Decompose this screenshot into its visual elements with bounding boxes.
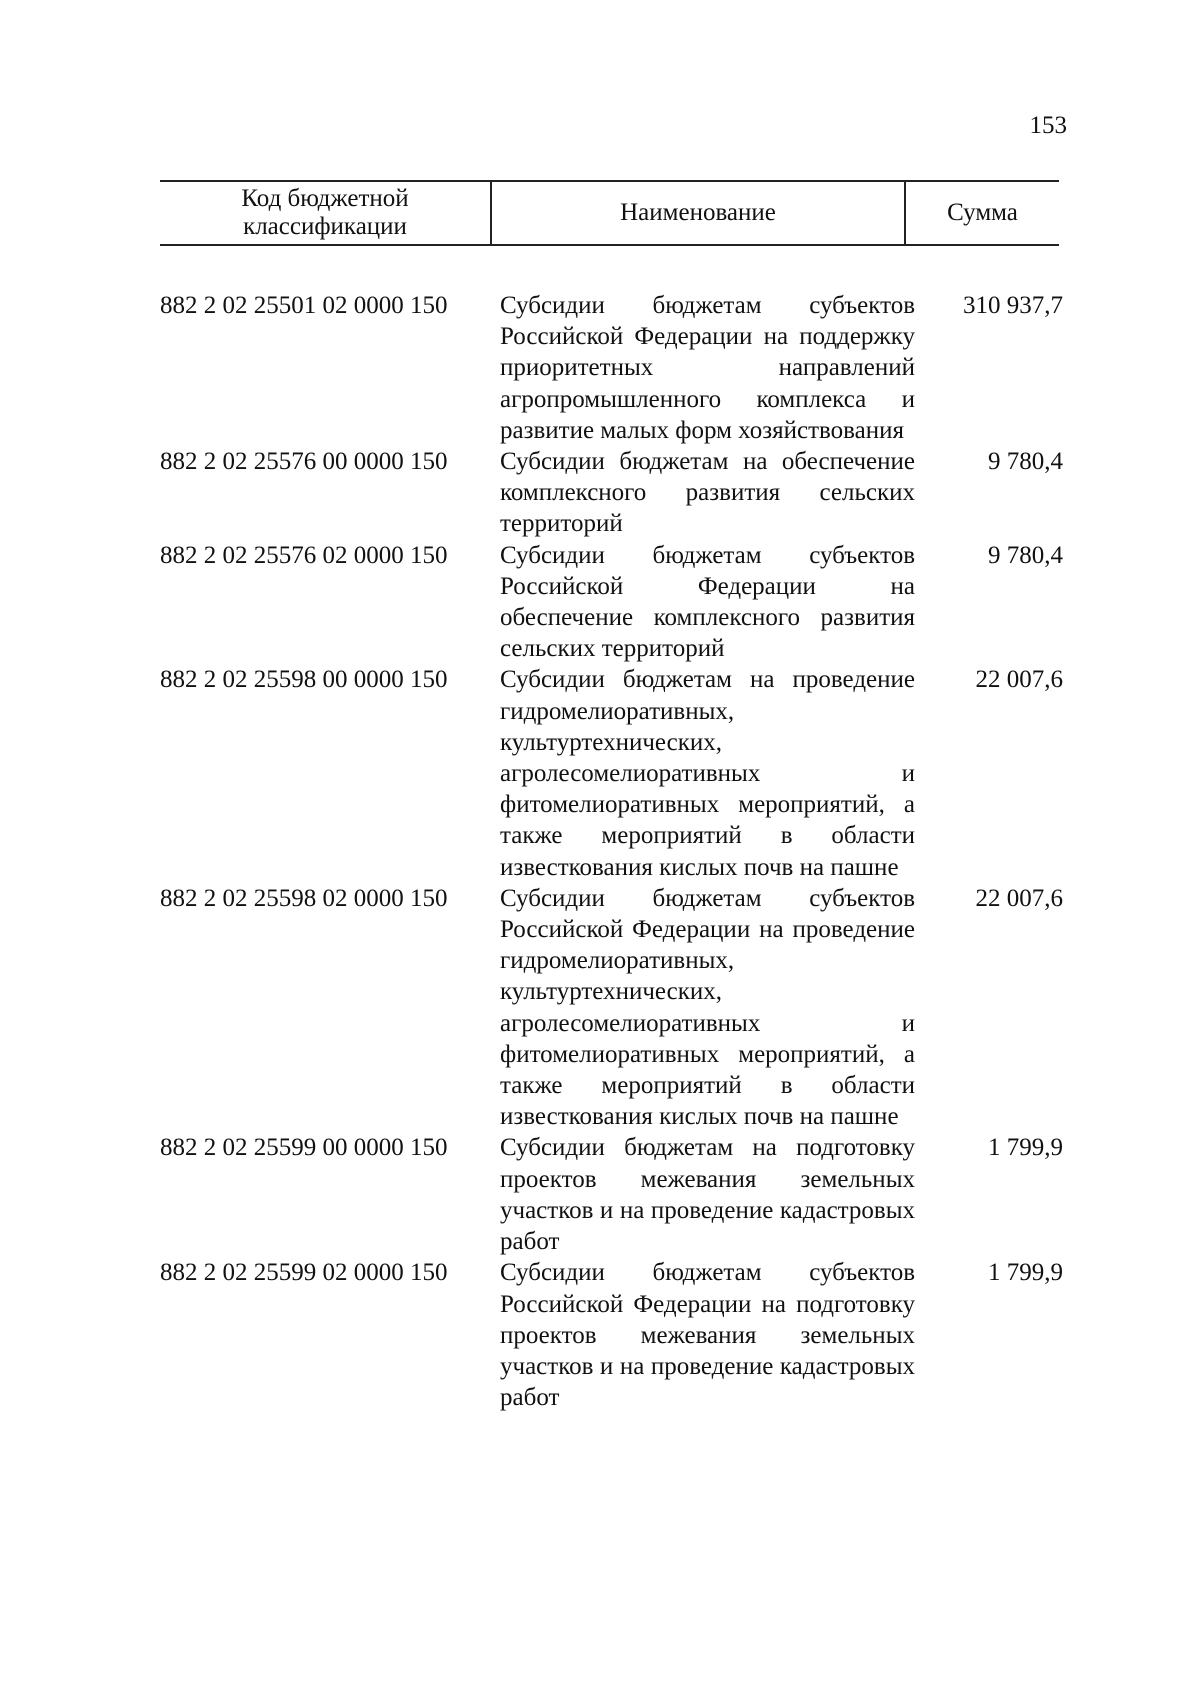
header-code: Код бюджетной классификации <box>241 185 409 240</box>
item-sum: 1 799,9 <box>988 1134 1063 1162</box>
table-row <box>0 664 1200 882</box>
table-row <box>0 290 1200 446</box>
item-sum: 22 007,6 <box>975 666 1063 694</box>
item-sum: 9 780,4 <box>988 448 1063 476</box>
table-row <box>0 446 1200 540</box>
item-sum: 22 007,6 <box>975 884 1063 912</box>
page-number: 153 <box>1029 112 1067 139</box>
item-sum: 1 799,9 <box>988 1259 1063 1287</box>
budget-code: 882 2 02 25599 00 0000 150 <box>160 1134 448 1162</box>
budget-code: 882 2 02 25598 00 0000 150 <box>160 666 448 694</box>
budget-code: 882 2 02 25501 02 0000 150 <box>160 292 448 319</box>
item-name: Субсидии бюджетам субъектов Российской Федерации на обеспечение комплексного развития сельских территорий <box>500 541 915 663</box>
table-row <box>0 540 1200 665</box>
budget-code: 882 2 02 25598 02 0000 150 <box>160 884 448 912</box>
header-name: Наименование <box>490 182 906 244</box>
table-body <box>0 290 1200 1413</box>
item-sum: 9 780,4 <box>988 541 1063 569</box>
table-header <box>160 180 1059 246</box>
header-sum: Сумма <box>947 199 1018 226</box>
item-name: Субсидии бюджетам субъектов Российской Федерации на поддержку приоритетных направлений агропромышленного комплекса и развитие малых форм хозяйствования <box>500 292 915 444</box>
budget-code: 882 2 02 25576 02 0000 150 <box>160 541 448 569</box>
table-row <box>0 1132 1200 1257</box>
item-name: Субсидии бюджетам на подготовку проектов межевания земельных участков и на проведение кадастровых работ <box>500 1134 915 1256</box>
table-row <box>0 883 1200 1133</box>
item-name: Субсидии бюджетам на обеспечение комплексного развития сельских территорий <box>500 448 915 538</box>
table-row <box>0 1257 1200 1413</box>
item-name: Субсидии бюджетам субъектов Российской Федерации на подготовку проектов межевания земельных участков и на проведение кадастровых работ <box>500 1259 915 1412</box>
item-sum: 310 937,7 <box>963 292 1063 319</box>
budget-code: 882 2 02 25599 02 0000 150 <box>160 1259 448 1287</box>
budget-code: 882 2 02 25576 00 0000 150 <box>160 448 448 476</box>
item-name: Субсидии бюджетам субъектов Российской Федерации на проведение гидромелиоративных, культуртехнических, агролесомелиоративных и фитомелиоративных мероприятий, а также мероприятий в области известкования кислых почв на пашне <box>500 884 915 1131</box>
item-name: Субсидии бюджетам на проведение гидромелиоративных, культуртехнических, агролесомелиоративных и фитомелиоративных мероприятий, а также мероприятий в области известкования кислых почв на пашне <box>500 666 915 881</box>
